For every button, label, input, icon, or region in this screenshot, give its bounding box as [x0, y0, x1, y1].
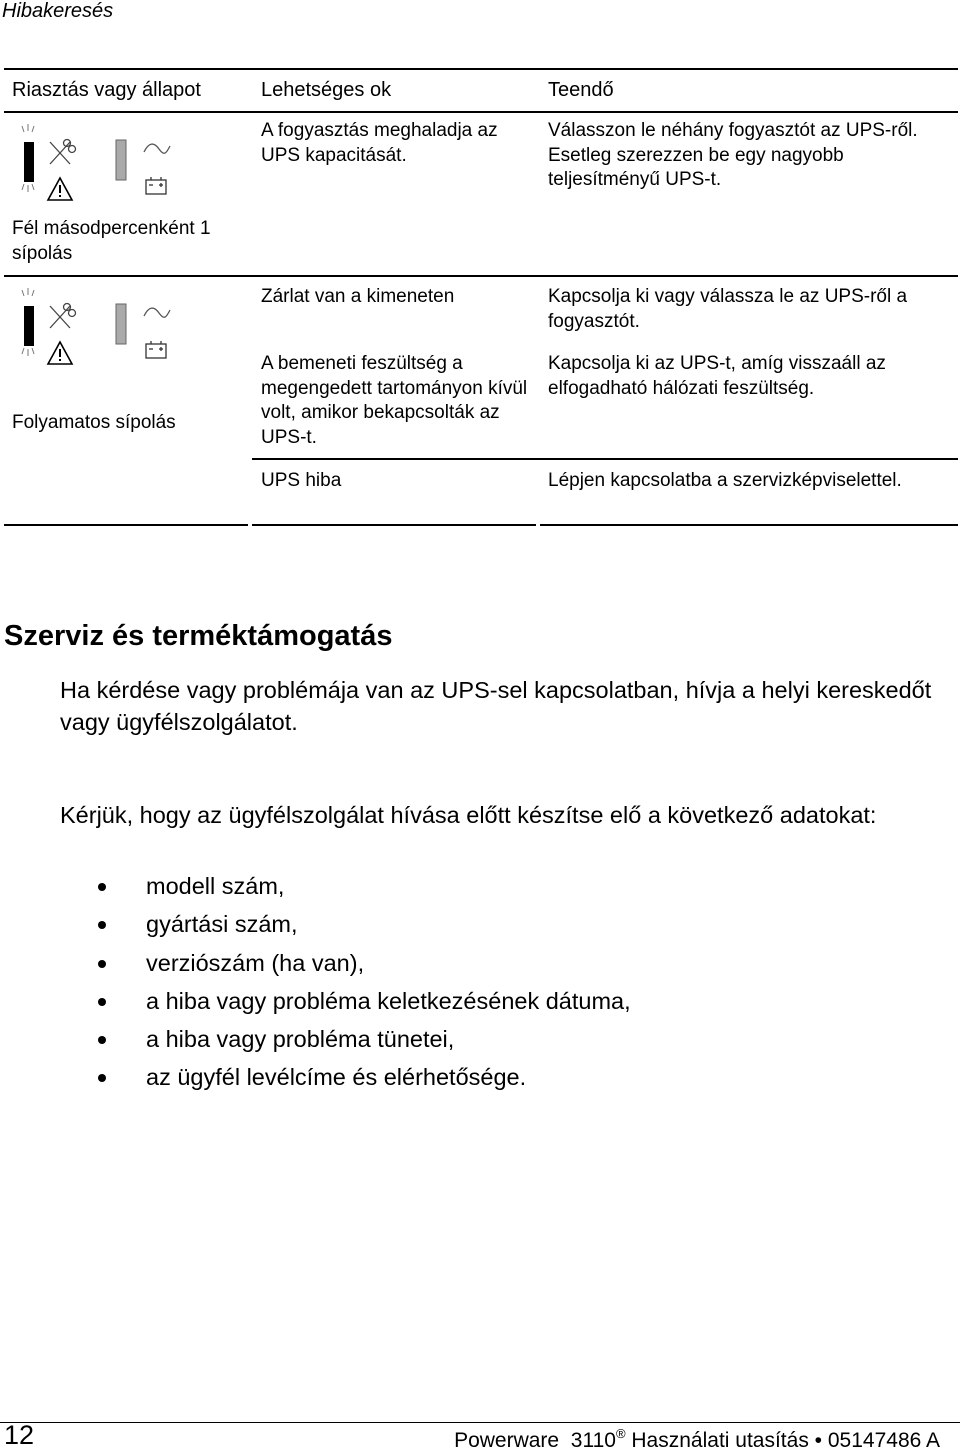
action-text: Válasszon le néhány fogyasztót az UPS-ről. Esetleg szerezzen be egy nagyobb teljesítményű UPS-t. — [548, 120, 918, 190]
running-header: Hibakeresés — [2, 0, 114, 22]
support-prep: Kérjük, hogy az ügyfélszolgálat hívása előtt készítse elő a következő adatokat: — [60, 802, 877, 828]
warning-icon — [48, 342, 72, 364]
footer-rule — [0, 1422, 960, 1423]
alarm-text-row1: Fél másodpercenként 1 sípolás — [12, 218, 211, 264]
footer-model: 3110 — [570, 1429, 616, 1448]
table-bottom-rule — [252, 524, 536, 526]
list-item — [96, 1023, 631, 1061]
action-text: Kapcsolja ki az UPS-t, amíg visszaáll az elfogadható hálózati feszültség. — [548, 353, 886, 399]
list-item — [96, 1061, 631, 1099]
ac-input-icon — [144, 144, 170, 153]
column-header-cause: Lehetséges ok — [261, 79, 392, 101]
footer-separator: • — [814, 1429, 823, 1448]
bullet-icon — [98, 883, 106, 891]
action-text: Kapcsolja ki vagy válassza le az UPS-ről a fogyasztót. — [548, 286, 908, 332]
alarm-led-icon — [22, 288, 34, 356]
bullet-icon — [98, 960, 106, 968]
column-header-action: Teendő — [548, 79, 614, 101]
footer-product: Powerware — [454, 1429, 560, 1448]
list-item — [96, 947, 631, 985]
action-text: Lépjen kapcsolatba a szervizképviselettel. — [548, 470, 902, 491]
row-rule — [4, 275, 958, 277]
bypass-icon — [50, 304, 76, 329]
info-list — [96, 870, 631, 1100]
list-item-text: a hiba vagy probléma tünetei, — [146, 1026, 455, 1053]
header-rule — [4, 111, 958, 113]
list-item-text: verziószám (ha van), — [146, 949, 365, 976]
section-title: Szerviz és terméktámogatás — [4, 620, 393, 652]
cause-text: A fogyasztás meghaladja az UPS kapacitását. — [261, 120, 498, 166]
list-item — [96, 908, 631, 946]
footer-doc-code: 05147486 A — [827, 1429, 940, 1448]
cause-text: UPS hiba — [261, 470, 342, 491]
bullet-icon — [98, 998, 106, 1006]
alarm-led-icon — [22, 124, 34, 192]
ac-input-icon — [144, 308, 170, 317]
battery-icon — [146, 177, 166, 194]
table-bottom-rule — [540, 524, 958, 526]
load-bar-icon — [116, 140, 126, 180]
cause-text: Zárlat van a kimeneten — [261, 286, 455, 307]
cause-text: A bemeneti feszültség a megengedett tartományon kívül volt, amikor bekapcsolták az UPS-t. — [261, 353, 528, 448]
footer-doc-title: Használati utasítás — [631, 1429, 809, 1448]
battery-icon — [146, 341, 166, 358]
table-top-rule — [4, 68, 958, 70]
table-bottom-rule — [4, 524, 248, 526]
bullet-icon — [98, 1036, 106, 1044]
alarm-text-row2: Folyamatos sípolás — [12, 412, 176, 433]
list-item — [96, 985, 631, 1023]
footer-doc-info — [454, 1426, 940, 1448]
warning-icon — [48, 178, 72, 200]
list-item-text: gyártási szám, — [146, 911, 298, 938]
bullet-icon — [98, 1074, 106, 1082]
list-item-text: az ügyfél levélcíme és elérhetősége. — [146, 1064, 527, 1091]
list-item — [96, 870, 631, 908]
row-rule — [252, 458, 958, 460]
alarm-icons-row1 — [14, 122, 174, 202]
column-header-alarm: Riasztás vagy állapot — [12, 79, 201, 101]
list-item-text: modell szám, — [146, 873, 285, 899]
page-number: 12 — [4, 1420, 35, 1448]
list-item-text: a hiba vagy probléma keletkezésének dátuma, — [146, 987, 631, 1014]
alarm-icons-row2 — [14, 286, 174, 366]
registered-mark: ® — [615, 1426, 626, 1441]
load-bar-icon — [116, 304, 126, 344]
bypass-icon — [50, 140, 76, 165]
bullet-icon — [98, 921, 106, 929]
support-intro: Ha kérdése vagy problémája van az UPS-sel kapcsolatban, hívja a helyi kereskedőt vagy ügyfélszolgálatot. — [60, 677, 932, 735]
